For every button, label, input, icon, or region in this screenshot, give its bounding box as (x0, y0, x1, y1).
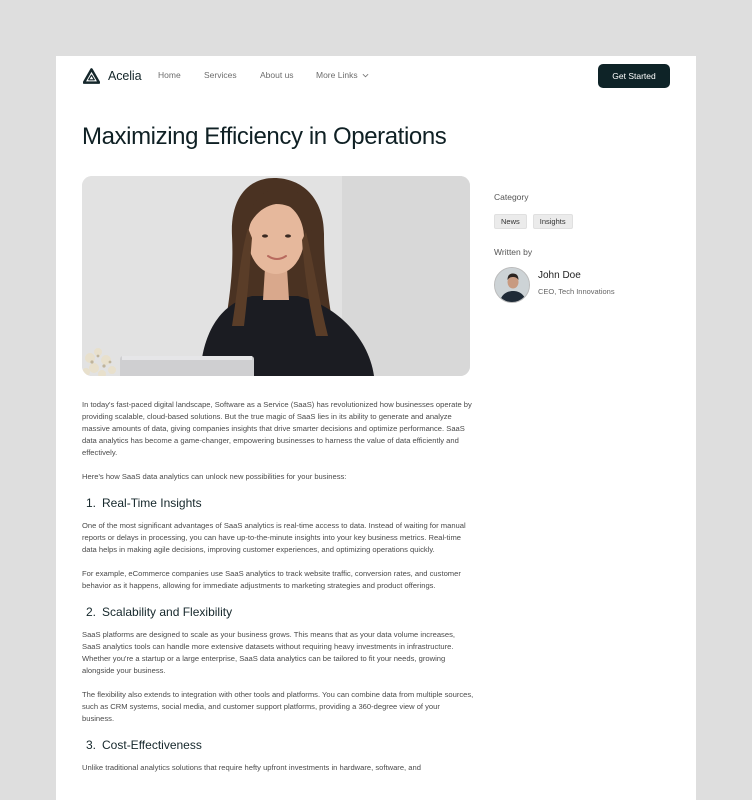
author-role: CEO, Tech Innovations (538, 287, 615, 296)
author-name: John Doe (538, 270, 581, 281)
page (56, 56, 696, 800)
section-number: 2. (86, 605, 97, 619)
section-title: Cost-Effectiveness (102, 738, 202, 752)
category-label: Category (494, 192, 529, 202)
brand-name: Acelia (108, 69, 142, 83)
section-paragraph: The flexibility also extends to integration with other tools and platforms. You can combine data from multiple sources, such as CRM systems, social media, and customer support platforms, providing a 360-degree view of your business. (82, 690, 474, 723)
section-number: 3. (86, 738, 97, 752)
chevron-down-icon (362, 73, 369, 78)
section-paragraph: SaaS platforms are designed to scale as your business grows. This means that as your data volume increases, SaaS analytics tools can handle more extensive datasets without requiring heavy investments in infrastructure. Whether you're a startup or a large enterprise, SaaS data analytics can be tailored to fit your needs, growing alongside your business. (82, 630, 455, 675)
lead-paragraph: Here's how SaaS data analytics can unlock new possibilities for your business: (82, 472, 347, 481)
get-started-button[interactable]: Get Started (598, 64, 670, 88)
section-paragraph: Unlike traditional analytics solutions that require hefty upfront investments in hardware, software, and (82, 763, 421, 772)
written-by-label: Written by (494, 247, 533, 257)
author-card[interactable] (494, 267, 674, 303)
section-title: Real-Time Insights (102, 496, 202, 510)
nav-link-about-us[interactable]: About us (260, 70, 294, 80)
avatar (494, 267, 530, 303)
section-paragraph: For example, eCommerce companies use SaaS analytics to track website traffic, conversion rates, and customer behavior as it happens, allowing for immediate adjustments to marketing strategies and product offerings. (82, 569, 461, 590)
article-body (82, 399, 474, 786)
post-sidebar (494, 192, 674, 303)
triangle-loop-icon (83, 68, 100, 84)
section-title: Scalability and Flexibility (102, 605, 233, 619)
section-heading (82, 495, 474, 511)
section-paragraph: One of the most significant advantages of SaaS analytics is real-time access to data. Instead of waiting for manual reports or delays in processing, you can have up-to-the-minute insights into your key business metrics. Real-time data helps in making agile decisions, improving customer experiences, and optimizing operations quickly. (82, 521, 466, 554)
tag-news[interactable]: News (494, 214, 527, 229)
tag-insights[interactable]: Insights (533, 214, 573, 229)
nav-link-home[interactable]: Home (158, 70, 181, 80)
top-nav (56, 56, 696, 96)
section-heading (82, 604, 474, 620)
brand-logo[interactable] (83, 68, 141, 84)
nav-link-services[interactable]: Services (204, 70, 237, 80)
person-portrait-icon (495, 268, 530, 303)
nav-more-links-dropdown[interactable] (316, 70, 369, 80)
section-heading (82, 737, 474, 753)
woman-with-laptop-illustration (82, 176, 470, 376)
intro-paragraph: In today's fast-paced digital landscape, Software as a Service (SaaS) has revolutionized how businesses operate by providing scalable, cloud-based solutions. But the true magic of SaaS lies in its ability to generate and analyze massive amounts of data, giving companies insights that drive smarter decisions and optimize performance. SaaS data analytics has become a game-changer, empowering businesses to harness the value of data efficiently and effectively. (82, 400, 472, 457)
page-title: Maximizing Efficiency in Operations (82, 123, 447, 150)
hero-image (82, 176, 470, 376)
section-number: 1. (86, 496, 97, 510)
more-links-label: More Links (316, 70, 358, 80)
category-tags (494, 214, 674, 229)
